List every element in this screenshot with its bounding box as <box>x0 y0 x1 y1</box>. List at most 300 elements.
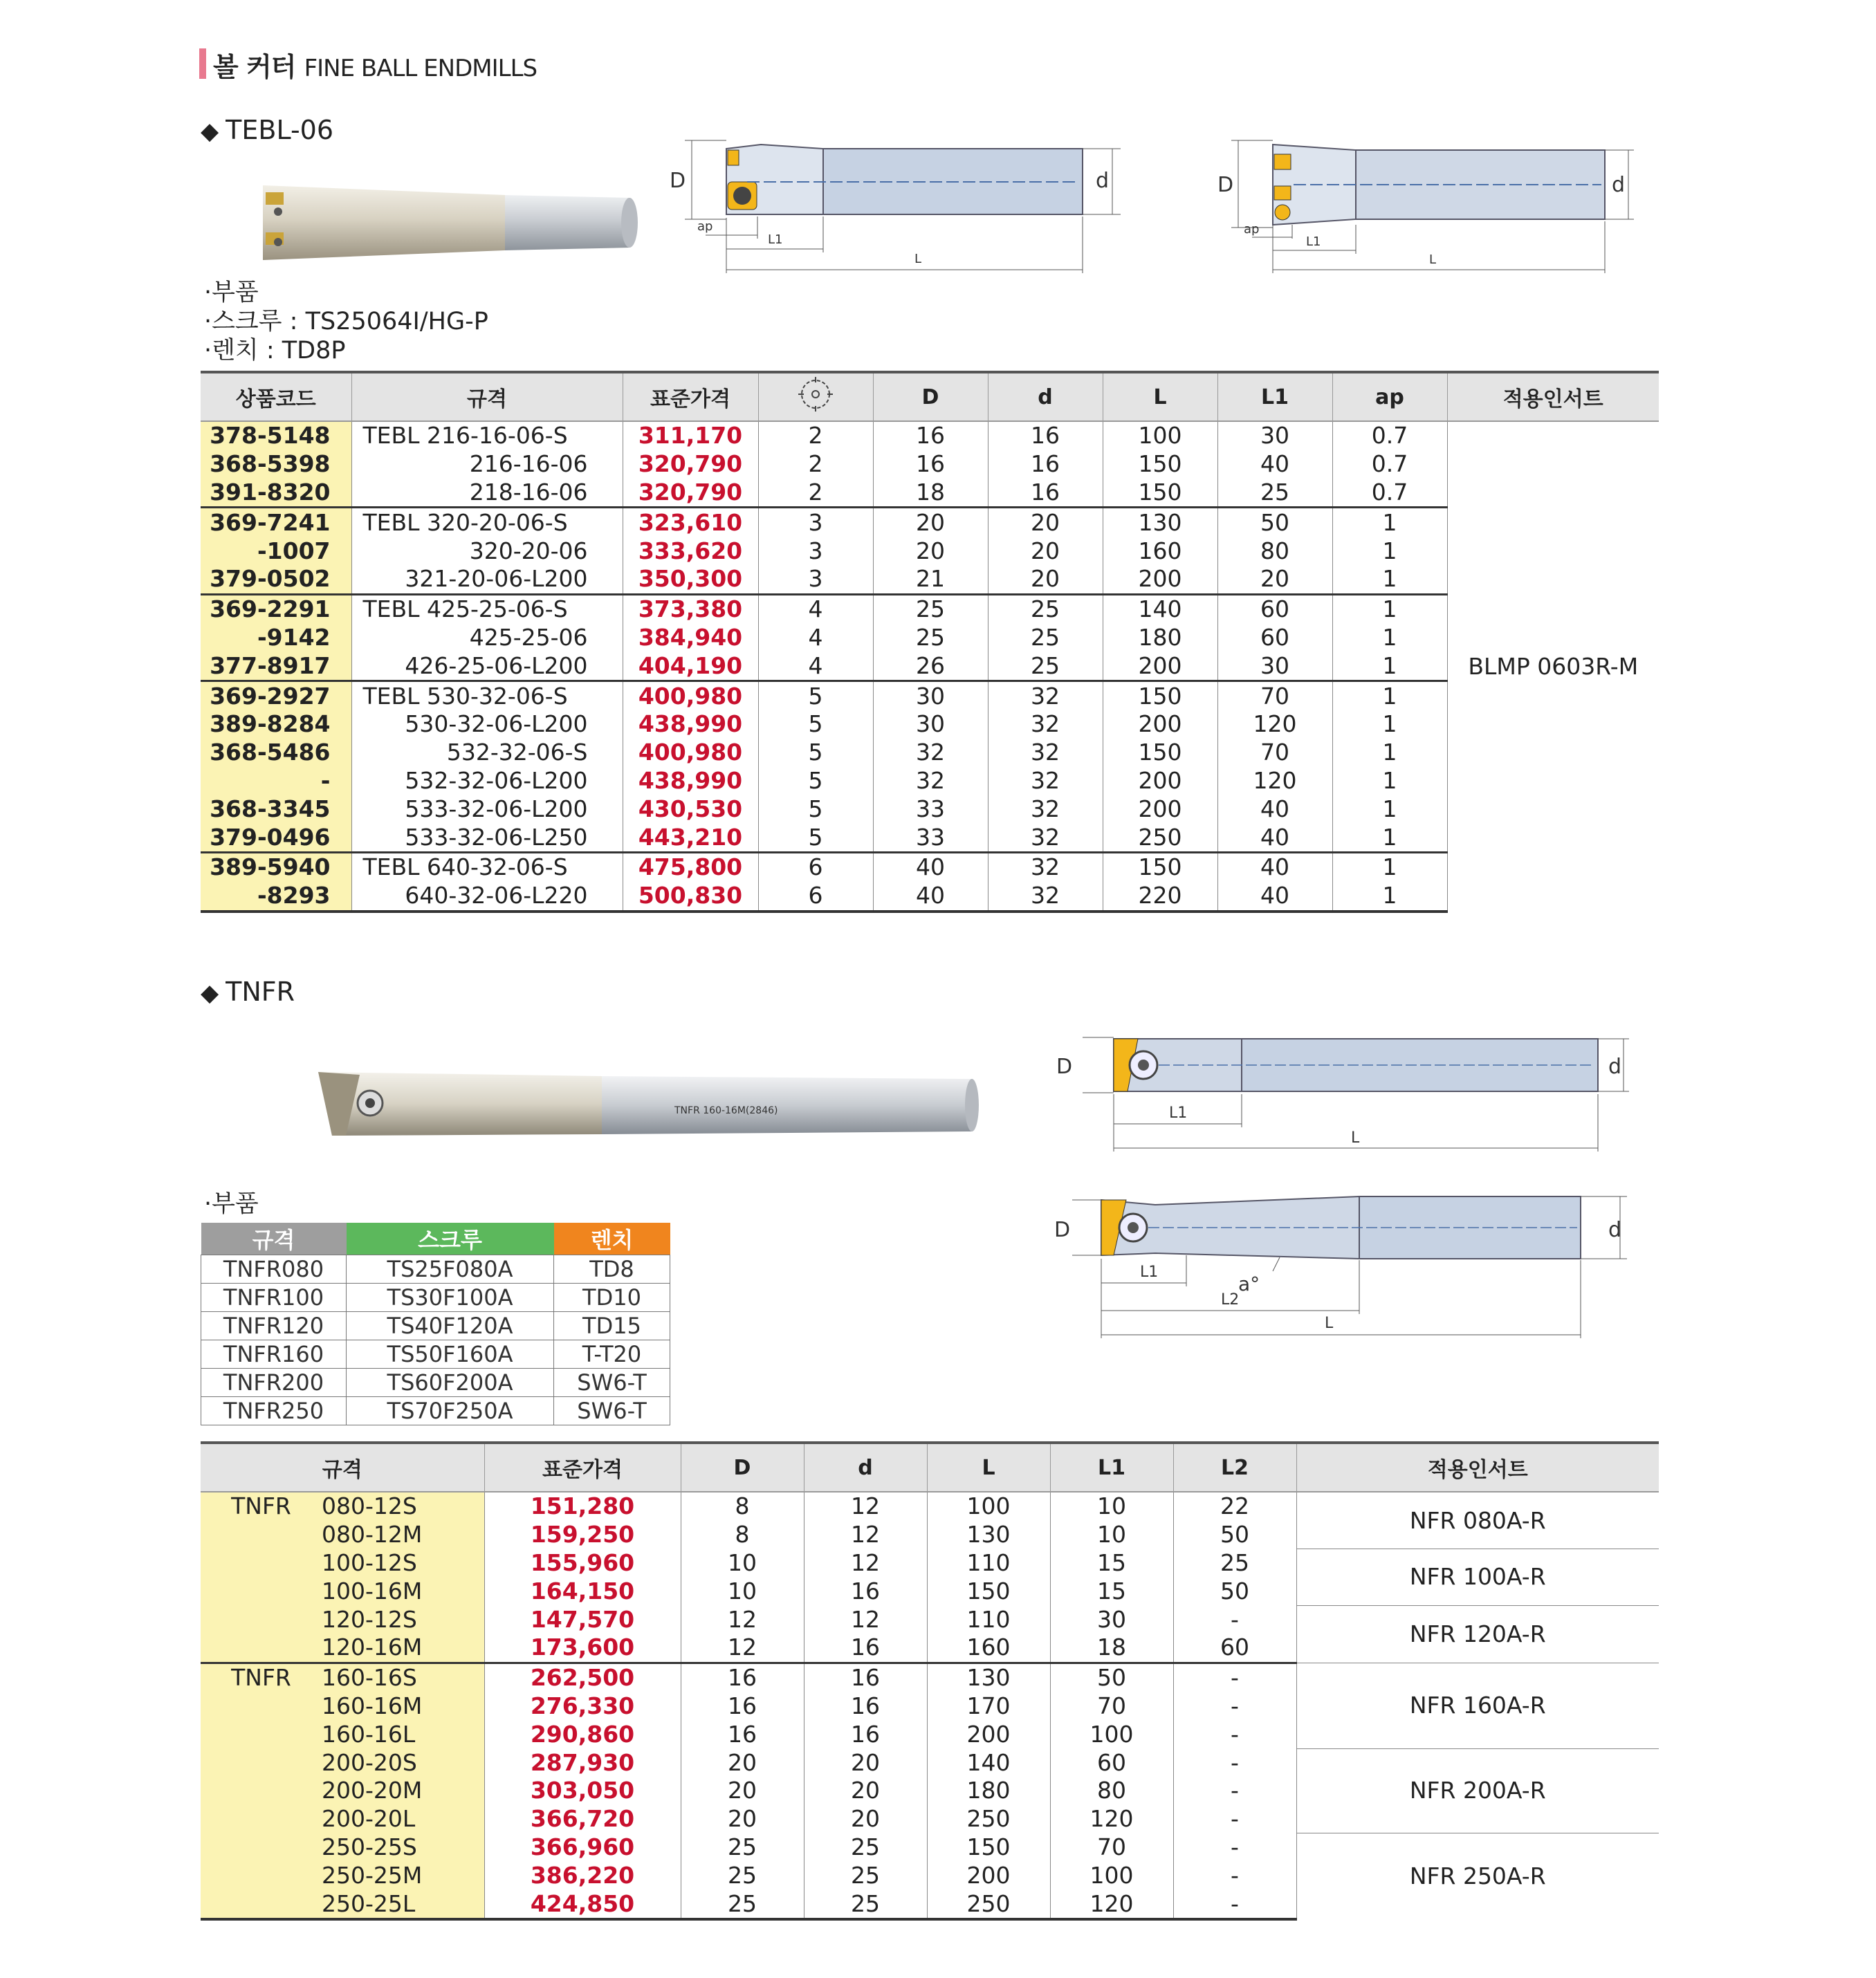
tebl-diagram-1 <box>664 135 1134 277</box>
cell-spec <box>201 1605 484 1634</box>
cell-price: 386,220 <box>484 1861 681 1889</box>
cell-dim-ap: 1 <box>1332 739 1447 767</box>
cell-dim-d: 12 <box>804 1549 927 1578</box>
parts-col-wrench: 렌치 <box>554 1223 670 1255</box>
tnfr-dim-D: D <box>1056 1055 1073 1079</box>
parts-cell: TD10 <box>554 1284 670 1312</box>
cell-spec <box>201 1748 484 1777</box>
cell-dim-D: 25 <box>873 624 988 652</box>
cell-dim-L: 220 <box>1103 882 1217 912</box>
cell-dim-ap: 1 <box>1332 767 1447 795</box>
table-row <box>201 852 1659 881</box>
cell-dim-D: 20 <box>873 537 988 565</box>
cell-price: 164,150 <box>484 1577 681 1605</box>
cell-dim-d: 12 <box>804 1521 927 1549</box>
cell-dim-d: 20 <box>988 537 1103 565</box>
tnfr-table <box>201 1441 1659 1921</box>
cell-dim-d: 32 <box>988 681 1103 710</box>
cell-dim-L1: 50 <box>1217 508 1332 537</box>
cell-product-code: 368-3345 <box>201 795 351 823</box>
cell-dim-d: 32 <box>988 882 1103 912</box>
cell-dim-L: 160 <box>1103 537 1217 565</box>
cell-product-code: 389-8284 <box>201 710 351 739</box>
cell-dim-d: 25 <box>804 1861 927 1889</box>
cell-price: 438,990 <box>623 767 758 795</box>
cell-spec <box>201 1805 484 1833</box>
cell-product-code: 369-2291 <box>201 594 351 623</box>
parts-cell: TS70F250A <box>347 1397 554 1425</box>
cell-spec <box>201 1861 484 1889</box>
cell-flute-count: 2 <box>758 450 873 479</box>
cell-dim-D: 40 <box>873 852 988 881</box>
cell-spec: TEBL 530-32-06-S <box>351 681 623 710</box>
cell-dim-ap: 1 <box>1332 852 1447 881</box>
col-header-D: D <box>873 372 988 421</box>
cell-dim-L1: 30 <box>1050 1605 1173 1634</box>
parts-row <box>201 1255 670 1284</box>
cell-dim-d: 16 <box>804 1663 927 1692</box>
cell-spec: 321-20-06-L200 <box>351 565 623 594</box>
cell-dim-L1: 60 <box>1217 624 1332 652</box>
cell-product-code: 378-5148 <box>201 421 351 450</box>
tnfr-col-D: D <box>681 1443 804 1492</box>
parts-cell: T-T20 <box>554 1340 670 1369</box>
cell-dim-L1: 120 <box>1217 710 1332 739</box>
cell-insert: NFR 160A-R <box>1296 1663 1659 1748</box>
table-row <box>201 421 1659 450</box>
table-row <box>201 1492 1659 1521</box>
cell-dim-L1: 40 <box>1217 795 1332 823</box>
cell-dim-d: 12 <box>804 1492 927 1521</box>
parts-screw: ·스크루 : TS25064I/HG-P <box>204 308 488 335</box>
spec-code: 160-16M <box>322 1692 423 1719</box>
cell-price: 443,210 <box>623 823 758 852</box>
cell-dim-L2: - <box>1173 1889 1296 1919</box>
cell-dim-L1: 70 <box>1217 681 1332 710</box>
cell-dim-L: 200 <box>1103 795 1217 823</box>
cell-flute-count: 6 <box>758 882 873 912</box>
title-ko: 볼 커터 <box>213 52 296 82</box>
dim-label-D: D <box>670 169 686 193</box>
parts-cell: TS25F080A <box>347 1255 554 1284</box>
page-title <box>213 46 537 84</box>
cell-dim-D: 26 <box>873 651 988 681</box>
parts-cell: TD15 <box>554 1312 670 1340</box>
cell-dim-D: 32 <box>873 739 988 767</box>
diamond-icon: ◆ <box>201 118 219 145</box>
cell-dim-d: 32 <box>988 823 1103 852</box>
cell-product-code: 368-5398 <box>201 450 351 479</box>
tnfr-col-spec: 규격 <box>201 1443 484 1492</box>
parts-row <box>201 1340 670 1369</box>
table-row <box>201 1549 1659 1578</box>
table-row <box>201 1605 1659 1634</box>
cell-dim-L2: - <box>1173 1748 1296 1777</box>
cell-dim-L: 250 <box>927 1805 1050 1833</box>
cell-dim-d: 32 <box>988 710 1103 739</box>
cell-dim-L1: 100 <box>1050 1720 1173 1748</box>
cell-dim-L: 250 <box>927 1889 1050 1919</box>
cell-dim-D: 12 <box>681 1605 804 1634</box>
cell-price: 384,940 <box>623 624 758 652</box>
parts-col-screw: 스크루 <box>347 1223 554 1255</box>
cell-dim-D: 25 <box>681 1833 804 1862</box>
cell-dim-D: 30 <box>873 681 988 710</box>
cell-dim-L: 170 <box>927 1692 1050 1721</box>
cell-dim-D: 10 <box>681 1577 804 1605</box>
cell-dim-ap: 1 <box>1332 882 1447 912</box>
tnfr-product-photo <box>304 1058 982 1148</box>
cell-dim-L1: 40 <box>1217 823 1332 852</box>
cell-dim-d: 16 <box>804 1634 927 1663</box>
cell-dim-L1: 70 <box>1050 1692 1173 1721</box>
cell-insert: NFR 250A-R <box>1296 1833 1659 1919</box>
cell-dim-L: 180 <box>1103 624 1217 652</box>
cell-spec <box>201 1889 484 1919</box>
tnfr2-dim-L: L <box>1325 1315 1334 1332</box>
spec-code: 250-25M <box>322 1861 423 1889</box>
cell-price: 438,990 <box>623 710 758 739</box>
cell-dim-d: 32 <box>988 852 1103 881</box>
parts-cell: TS40F120A <box>347 1312 554 1340</box>
table-row <box>201 1833 1659 1862</box>
spec-code: 120-16M <box>322 1634 423 1661</box>
title-en: FINE BALL ENDMILLS <box>304 55 537 82</box>
cell-insert: BLMP 0603R-M <box>1447 421 1659 912</box>
cell-dim-d: 20 <box>804 1777 927 1805</box>
cell-dim-L: 110 <box>927 1605 1050 1634</box>
parts-row <box>201 1397 670 1425</box>
cell-dim-ap: 1 <box>1332 681 1447 710</box>
cell-dim-ap: 1 <box>1332 795 1447 823</box>
parts-cell: TD8 <box>554 1255 670 1284</box>
cell-spec <box>201 1777 484 1805</box>
spec-code: 080-12S <box>322 1492 417 1520</box>
section-title-tebl-text: TEBL-06 <box>226 115 334 145</box>
spec-code: 200-20L <box>322 1805 416 1833</box>
cell-flute-count: 3 <box>758 537 873 565</box>
cell-flute-count: 2 <box>758 421 873 450</box>
cell-price: 311,170 <box>623 421 758 450</box>
table-row <box>201 739 1659 767</box>
cell-dim-D: 33 <box>873 823 988 852</box>
cell-dim-L1: 80 <box>1217 537 1332 565</box>
cell-dim-L: 100 <box>927 1492 1050 1521</box>
cell-price: 400,980 <box>623 739 758 767</box>
cell-dim-L: 180 <box>927 1777 1050 1805</box>
tnfr2-dim-L1: L1 <box>1140 1264 1159 1281</box>
cell-dim-L: 130 <box>927 1663 1050 1692</box>
cell-dim-L2: 50 <box>1173 1521 1296 1549</box>
cell-dim-L2: 25 <box>1173 1549 1296 1578</box>
parts-cell: TS50F160A <box>347 1340 554 1369</box>
cell-dim-d: 32 <box>988 739 1103 767</box>
cell-insert: NFR 200A-R <box>1296 1748 1659 1833</box>
cell-dim-L: 110 <box>927 1549 1050 1578</box>
cell-price: 290,860 <box>484 1720 681 1748</box>
cell-dim-D: 8 <box>681 1521 804 1549</box>
spec-code: 200-20M <box>322 1777 423 1804</box>
cell-dim-L: 140 <box>927 1748 1050 1777</box>
cell-dim-d: 16 <box>988 479 1103 508</box>
table-row <box>201 1748 1659 1777</box>
dim-label-L1: L1 <box>768 232 783 247</box>
cell-dim-L1: 10 <box>1050 1492 1173 1521</box>
cell-spec: TEBL 425-25-06-S <box>351 594 623 623</box>
cell-spec: 425-25-06 <box>351 624 623 652</box>
cell-spec: 532-32-06-L200 <box>351 767 623 795</box>
cell-dim-d: 16 <box>988 450 1103 479</box>
spec-code: 250-25L <box>322 1889 416 1917</box>
cell-spec <box>201 1720 484 1748</box>
parts-cell: TS60F200A <box>347 1369 554 1397</box>
table-row <box>201 1663 1659 1692</box>
cell-price: 350,300 <box>623 565 758 594</box>
cell-dim-L2: - <box>1173 1861 1296 1889</box>
dim-label-d: d <box>1096 169 1110 193</box>
cell-price: 276,330 <box>484 1692 681 1721</box>
col-header-flutes <box>758 372 873 421</box>
cell-dim-ap: 1 <box>1332 651 1447 681</box>
tnfr-parts-table <box>201 1223 670 1425</box>
cell-dim-L1: 120 <box>1217 767 1332 795</box>
cell-spec <box>201 1521 484 1549</box>
tnfr2-dim-D: D <box>1054 1218 1071 1242</box>
cell-dim-d: 25 <box>988 651 1103 681</box>
cell-dim-L1: 100 <box>1050 1861 1173 1889</box>
cell-spec: TEBL 216-16-06-S <box>351 421 623 450</box>
dim-label-L: L <box>914 252 922 266</box>
cell-product-code: 369-7241 <box>201 508 351 537</box>
parts-wrench: ·렌치 : TD8P <box>204 337 346 364</box>
cell-flute-count: 5 <box>758 681 873 710</box>
cell-spec: TEBL 320-20-06-S <box>351 508 623 537</box>
cell-price: 147,570 <box>484 1605 681 1634</box>
cell-dim-L1: 15 <box>1050 1577 1173 1605</box>
table-row <box>201 624 1659 652</box>
cell-dim-L: 150 <box>1103 739 1217 767</box>
cell-dim-D: 40 <box>873 882 988 912</box>
cell-dim-L1: 25 <box>1217 479 1332 508</box>
table-row <box>201 681 1659 710</box>
section-title-tnfr <box>201 977 295 1007</box>
cell-flute-count: 3 <box>758 565 873 594</box>
parts-cell: TNFR250 <box>201 1397 347 1425</box>
table-row <box>201 565 1659 594</box>
cell-dim-L1: 50 <box>1050 1663 1173 1692</box>
col-header-ap: ap <box>1332 372 1447 421</box>
parts-col-spec: 규격 <box>201 1223 347 1255</box>
cell-dim-L: 200 <box>1103 767 1217 795</box>
cell-dim-d: 25 <box>988 594 1103 623</box>
col-header-spec: 규격 <box>351 372 623 421</box>
cell-flute-count: 6 <box>758 852 873 881</box>
cell-dim-D: 16 <box>873 421 988 450</box>
cell-spec: 533-32-06-L200 <box>351 795 623 823</box>
cell-spec <box>201 1492 484 1521</box>
cell-dim-d: 25 <box>804 1889 927 1919</box>
cell-product-code: 369-2927 <box>201 681 351 710</box>
cell-dim-d: 32 <box>988 795 1103 823</box>
tnfr-diagram-2 <box>1045 1190 1636 1345</box>
cell-dim-D: 33 <box>873 795 988 823</box>
tebl-diagram-2 <box>1211 135 1639 277</box>
parts-header-row <box>201 1223 670 1255</box>
cell-dim-D: 25 <box>681 1861 804 1889</box>
cell-dim-L: 150 <box>927 1577 1050 1605</box>
cell-spec: 320-20-06 <box>351 537 623 565</box>
cell-flute-count: 5 <box>758 795 873 823</box>
cell-dim-L2: 22 <box>1173 1492 1296 1521</box>
table-row <box>201 651 1659 681</box>
tebl-parts-list <box>204 278 488 365</box>
cell-dim-L1: 60 <box>1050 1748 1173 1777</box>
cell-spec: 216-16-06 <box>351 450 623 479</box>
cell-dim-L1: 120 <box>1050 1889 1173 1919</box>
cell-dim-L: 150 <box>1103 479 1217 508</box>
cell-price: 400,980 <box>623 681 758 710</box>
flute-count-icon <box>797 376 834 413</box>
cell-dim-ap: 1 <box>1332 594 1447 623</box>
parts-cell: TNFR160 <box>201 1340 347 1369</box>
parts-heading: ·부품 <box>204 279 259 306</box>
cell-dim-d: 25 <box>988 624 1103 652</box>
table-row <box>201 767 1659 795</box>
tnfr-col-L1: L1 <box>1050 1443 1173 1492</box>
cell-dim-L2: - <box>1173 1663 1296 1692</box>
dim-label-L1-2: L1 <box>1306 234 1321 249</box>
cell-dim-D: 30 <box>873 710 988 739</box>
parts-cell: TNFR120 <box>201 1312 347 1340</box>
spec-code: 200-20S <box>322 1748 417 1776</box>
cell-dim-L2: - <box>1173 1833 1296 1862</box>
cell-dim-L: 140 <box>1103 594 1217 623</box>
cell-product-code: -8293 <box>201 882 351 912</box>
cell-spec: 530-32-06-L200 <box>351 710 623 739</box>
cell-dim-L1: 18 <box>1050 1634 1173 1663</box>
cell-dim-D: 16 <box>681 1692 804 1721</box>
cell-price: 424,850 <box>484 1889 681 1919</box>
cell-dim-D: 20 <box>681 1748 804 1777</box>
cell-dim-L: 200 <box>927 1720 1050 1748</box>
parts-row <box>201 1284 670 1312</box>
cell-flute-count: 4 <box>758 624 873 652</box>
cell-dim-L: 200 <box>1103 710 1217 739</box>
cell-dim-L: 200 <box>1103 565 1217 594</box>
parts-row <box>201 1369 670 1397</box>
spec-code: 100-16M <box>322 1577 423 1605</box>
parts-cell: SW6-T <box>554 1369 670 1397</box>
cell-price: 404,190 <box>623 651 758 681</box>
tnfr2-dim-angle: a° <box>1238 1273 1260 1295</box>
parts-cell: TNFR100 <box>201 1284 347 1312</box>
cell-dim-L: 130 <box>1103 508 1217 537</box>
cell-dim-L1: 30 <box>1217 651 1332 681</box>
cell-dim-D: 25 <box>681 1889 804 1919</box>
cell-dim-D: 20 <box>681 1777 804 1805</box>
cell-dim-d: 32 <box>988 767 1103 795</box>
cell-flute-count: 5 <box>758 710 873 739</box>
cell-product-code: - <box>201 767 351 795</box>
parts-cell: SW6-T <box>554 1397 670 1425</box>
cell-price: 159,250 <box>484 1521 681 1549</box>
parts-row <box>201 1312 670 1340</box>
cell-dim-L: 160 <box>927 1634 1050 1663</box>
parts-cell: TNFR200 <box>201 1369 347 1397</box>
cell-dim-ap: 1 <box>1332 823 1447 852</box>
col-header-price: 표준가격 <box>623 372 758 421</box>
tnfr-col-L2: L2 <box>1173 1443 1296 1492</box>
tnfr-dim-L: L <box>1351 1129 1360 1147</box>
cell-spec <box>201 1577 484 1605</box>
cell-dim-d: 12 <box>804 1605 927 1634</box>
col-header-L1: L1 <box>1217 372 1332 421</box>
cell-dim-ap: 1 <box>1332 565 1447 594</box>
cell-dim-L: 150 <box>1103 681 1217 710</box>
cell-dim-L: 200 <box>1103 651 1217 681</box>
cell-dim-L: 130 <box>927 1521 1050 1549</box>
dim-label-L-2: L <box>1429 252 1437 267</box>
cell-dim-L1: 40 <box>1217 852 1332 881</box>
table-row <box>201 537 1659 565</box>
cell-dim-L2: - <box>1173 1777 1296 1805</box>
cell-dim-d: 20 <box>988 508 1103 537</box>
cell-dim-L1: 15 <box>1050 1549 1173 1578</box>
cell-dim-D: 16 <box>681 1663 804 1692</box>
cell-spec <box>201 1833 484 1862</box>
tool-marking-text: TNFR 160-16M(2846) <box>674 1105 778 1116</box>
cell-dim-D: 20 <box>873 508 988 537</box>
cell-dim-d: 20 <box>988 565 1103 594</box>
cell-price: 475,800 <box>623 852 758 881</box>
cell-dim-D: 16 <box>873 450 988 479</box>
cell-price: 366,960 <box>484 1833 681 1862</box>
tebl-header-row <box>201 372 1659 421</box>
cell-product-code: 368-5486 <box>201 739 351 767</box>
cell-insert: NFR 100A-R <box>1296 1549 1659 1606</box>
cell-dim-D: 16 <box>681 1720 804 1748</box>
table-row <box>201 450 1659 479</box>
spec-code: 120-12S <box>322 1605 417 1633</box>
cell-dim-L1: 30 <box>1217 421 1332 450</box>
cell-price: 320,790 <box>623 479 758 508</box>
col-header-d: d <box>988 372 1103 421</box>
cell-insert: NFR 080A-R <box>1296 1492 1659 1549</box>
cell-dim-D: 18 <box>873 479 988 508</box>
tnfr-col-insert: 적용인서트 <box>1296 1443 1659 1492</box>
cell-spec: 218-16-06 <box>351 479 623 508</box>
cell-spec: 640-32-06-L220 <box>351 882 623 912</box>
cell-dim-L: 150 <box>1103 852 1217 881</box>
tnfr-col-price: 표준가격 <box>484 1443 681 1492</box>
cell-dim-L1: 80 <box>1050 1777 1173 1805</box>
cell-dim-L2: 60 <box>1173 1634 1296 1663</box>
dim-label-ap: ap <box>697 219 713 234</box>
cell-product-code: 391-8320 <box>201 479 351 508</box>
cell-dim-L1: 10 <box>1050 1521 1173 1549</box>
cell-price: 287,930 <box>484 1748 681 1777</box>
cell-dim-L1: 40 <box>1217 882 1332 912</box>
cell-dim-D: 25 <box>873 594 988 623</box>
section-title-tnfr-text: TNFR <box>226 977 295 1007</box>
parts-cell: TNFR080 <box>201 1255 347 1284</box>
table-row <box>201 479 1659 508</box>
cell-price: 155,960 <box>484 1549 681 1578</box>
spec-prefix: TNFR <box>231 1664 291 1692</box>
cell-dim-L2: - <box>1173 1692 1296 1721</box>
cell-dim-L1: 70 <box>1050 1833 1173 1862</box>
cell-flute-count: 5 <box>758 739 873 767</box>
